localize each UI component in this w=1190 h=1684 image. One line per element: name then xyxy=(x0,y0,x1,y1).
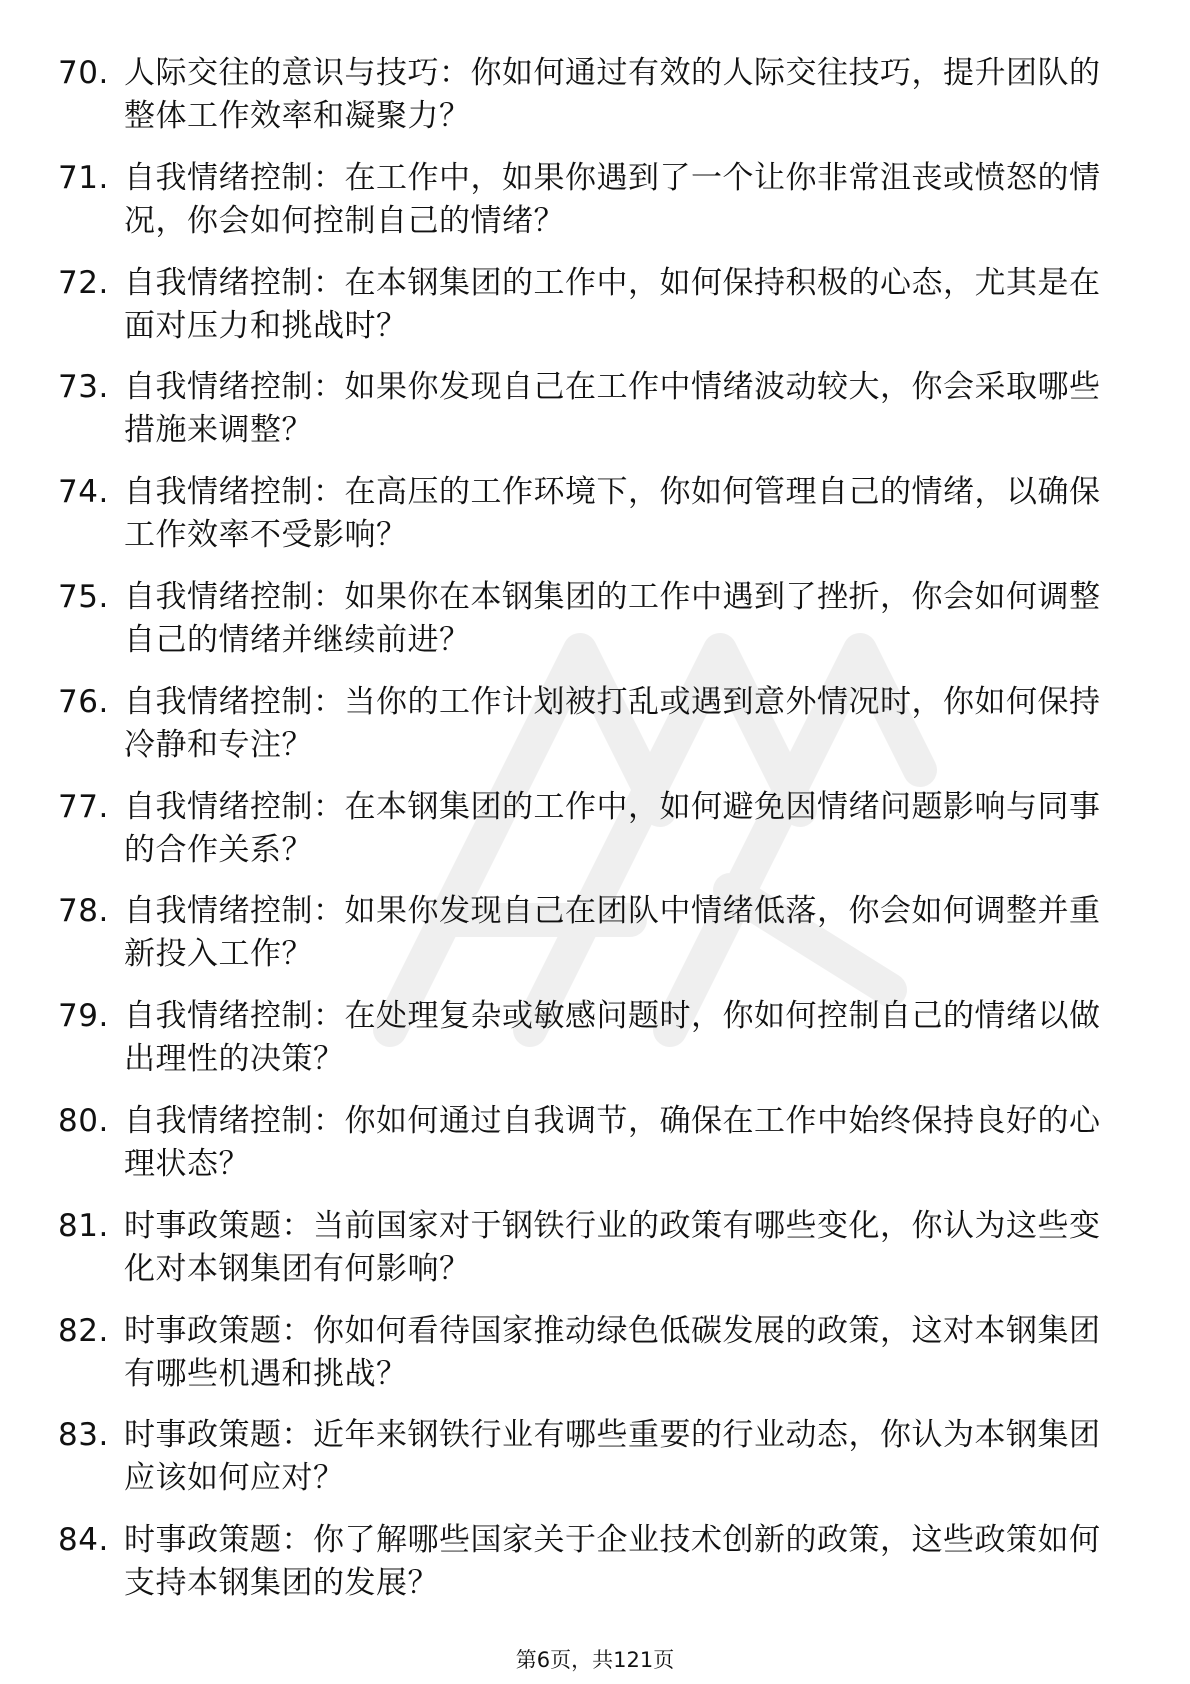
question-item-79 xyxy=(0,995,1190,1100)
question-number: 76. xyxy=(58,683,109,720)
question-number: 70. xyxy=(58,55,109,91)
question-item-80 xyxy=(0,1100,1190,1205)
question-text: 自我情绪控制：在工作中，如果你遇到了一个让你非常沮丧或愤怒的情况，你会如何控制自己的情绪？ xyxy=(124,159,1101,239)
question-number: 80. xyxy=(58,1102,109,1139)
question-text: 自我情绪控制：你如何通过自我调节，确保在工作中始终保持良好的心理状态？ xyxy=(124,1102,1101,1182)
question-number: 73. xyxy=(58,369,109,406)
question-item-73 xyxy=(0,366,1190,471)
question-number: 78. xyxy=(58,893,109,930)
question-number: 83. xyxy=(58,1417,109,1454)
question-text: 时事政策题：近年来钢铁行业有哪些重要的行业动态，你认为本钢集团应该如何应对？ xyxy=(124,1417,1101,1497)
question-number: 71. xyxy=(58,159,109,196)
question-number: 74. xyxy=(58,474,109,511)
question-text: 自我情绪控制：如果你发现自己在工作中情绪波动较大，你会采取哪些措施来调整？ xyxy=(124,369,1101,449)
question-number: 82. xyxy=(58,1312,109,1349)
question-item-70 xyxy=(0,52,1190,157)
question-text: 自我情绪控制：在高压的工作环境下，你如何管理自己的情绪，以确保工作效率不受影响？ xyxy=(124,474,1101,554)
question-item-71 xyxy=(0,157,1190,262)
question-number: 77. xyxy=(58,788,109,825)
question-item-76 xyxy=(0,681,1190,786)
question-text: 人际交往的意识与技巧：你如何通过有效的人际交往技巧，提升团队的整体工作效率和凝聚力？ xyxy=(124,55,1101,134)
question-item-82 xyxy=(0,1310,1190,1415)
question-item-84 xyxy=(0,1519,1190,1624)
question-item-78 xyxy=(0,890,1190,995)
question-list xyxy=(0,52,1190,1624)
question-text: 时事政策题：你如何看待国家推动绿色低碳发展的政策，这对本钢集团有哪些机遇和挑战？ xyxy=(124,1312,1101,1392)
question-text: 自我情绪控制：当你的工作计划被打乱或遇到意外情况时，你如何保持冷静和专注？ xyxy=(124,683,1101,763)
question-item-72 xyxy=(0,262,1190,367)
question-item-74 xyxy=(0,471,1190,576)
page-number-footer: 第6页，共121页 xyxy=(515,1648,675,1672)
question-item-83 xyxy=(0,1414,1190,1519)
question-text: 自我情绪控制：如果你在本钢集团的工作中遇到了挫折，你会如何调整自己的情绪并继续前进？ xyxy=(124,578,1101,658)
question-text: 自我情绪控制：在本钢集团的工作中，如何避免因情绪问题影响与同事的合作关系？ xyxy=(124,788,1101,868)
question-item-75 xyxy=(0,576,1190,681)
question-text: 时事政策题：当前国家对于钢铁行业的政策有哪些变化，你认为这些变化对本钢集团有何影响？ xyxy=(124,1207,1101,1287)
question-text: 自我情绪控制：在本钢集团的工作中，如何保持积极的心态，尤其是在面对压力和挑战时？ xyxy=(124,264,1101,344)
question-text: 自我情绪控制：如果你发现自己在团队中情绪低落，你会如何调整并重新投入工作？ xyxy=(124,893,1101,973)
question-text: 时事政策题：你了解哪些国家关于企业技术创新的政策，这些政策如何支持本钢集团的发展？ xyxy=(124,1522,1101,1602)
question-item-81 xyxy=(0,1205,1190,1310)
question-text: 自我情绪控制：在处理复杂或敏感问题时，你如何控制自己的情绪以做出理性的决策？ xyxy=(124,998,1101,1078)
question-number: 79. xyxy=(58,998,109,1035)
question-number: 84. xyxy=(58,1522,109,1559)
question-item-77 xyxy=(0,786,1190,891)
question-number: 72. xyxy=(58,264,109,301)
question-number: 75. xyxy=(58,578,109,615)
question-number: 81. xyxy=(58,1207,109,1244)
